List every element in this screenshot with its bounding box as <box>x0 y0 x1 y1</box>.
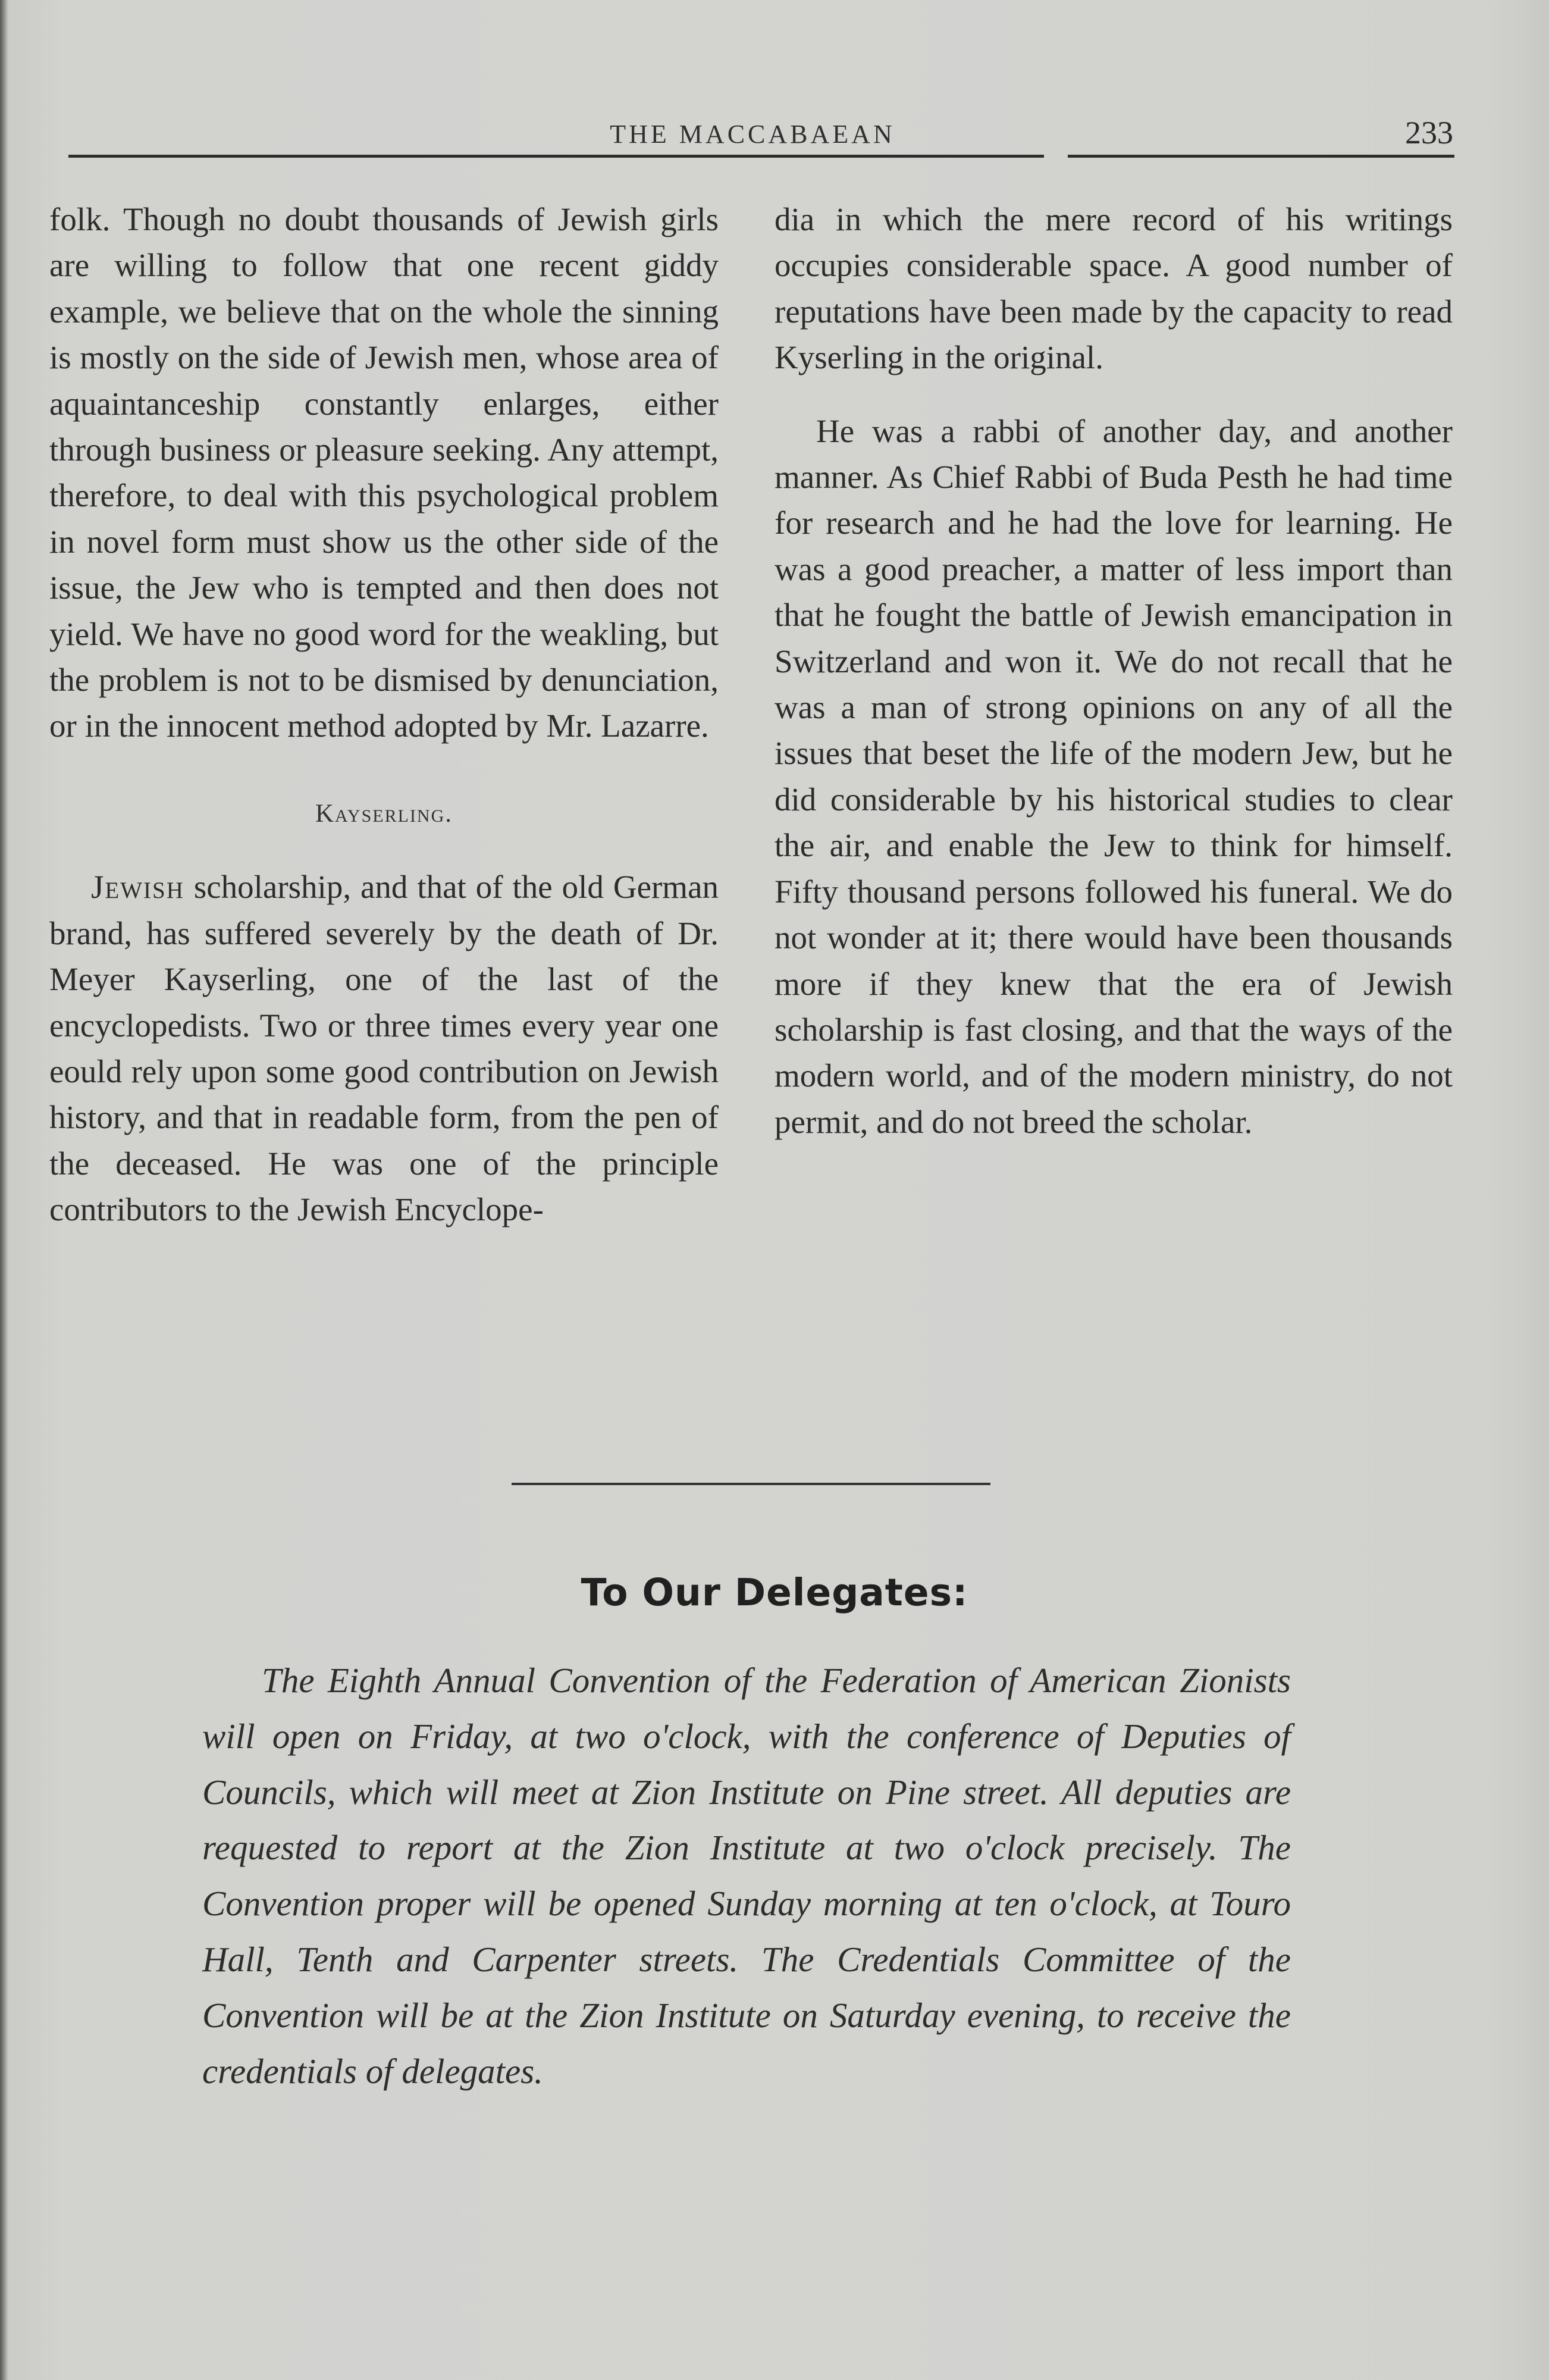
left-paragraph-2-text: scholarship, and that of the old German brand, has suffered severely by the death of Dr. Meyer Kayserling, one of the last of the encyclopedists. Two or three times every year one eould rely upon some good contribution on Jewish history, and that in readable form, from the pen of the deceased. He was one of the principle contributors to the Jewish Encyclope- <box>49 869 719 1228</box>
right-paragraph-1: dia in which the mere record of his writings occupies considerable space. A good number of reputations have been made by the capacity to read Kyserling in the original. <box>774 201 1453 376</box>
notice-title: To Our Delegates: <box>581 1571 968 1614</box>
header-rule-left <box>68 155 1044 158</box>
left-paragraph-1: folk. Though no doubt thousands of Jewish girls are willing to follow that one recent giddy example, we believe that on the whole the sinning is mostly on the side of Jewish men, whose area of aquaintanceship constantly enlarges, either through business or pleasure seeking. Any attempt, therefore, to deal with this psychological problem in novel form must show us the other side of the issue, the Jew who is tempted and then does not yield. We have no good word for the weakling, but the problem is not to be dismised by denunciation, or in the innocent method adopted by Mr. Lazarre. <box>49 201 719 744</box>
page-header <box>68 113 1454 161</box>
section-title-kayserling: Kayserling. <box>315 799 453 828</box>
header-rule-right <box>1068 155 1454 158</box>
notice-paragraph: The Eighth Annual Convention of the Federation of American Zionists will open on Friday, at two o'clock, with the conference of Deputies of Councils, which will meet at Zion Institute on Pine street. All deputies are requested to report at the Zion Institute at two o'clock precisely. The Convention proper will be opened Sunday morning at ten o'clock, at Touro Hall, Tenth and Carpenter streets. The Credentials Committee of the Convention will be at the Zion Institute on Saturday evening, to receive the credentials of delegates. <box>202 1661 1291 2091</box>
notice-body <box>202 1653 1291 2099</box>
paragraph-lead-word: Jewish <box>91 869 184 906</box>
left-column <box>49 196 719 1233</box>
page-number: 233 <box>1405 115 1453 151</box>
right-paragraph-2: He was a rabbi of another day, and another manner. As Chief Rabbi of Buda Pesth he had time for research and he had the love for learning. He was a good preacher, a matter of less import than that he fought the battle of Jewish emancipation in Switzerland and won it. We do not recall that he was a man of strong opinions on any of all the issues that beset the life of the modern Jew, but he did considerable by his historical studies to clear the air, and enable the Jew to think for himself. Fifty thousand persons followed his funeral. We do not wonder at it; there would have been thousands more if they knew that the era of Jewish scholarship is fast closing, and that the ways of the modern world, and of the modern ministry, do not permit, and do not breed the scholar. <box>774 412 1453 1140</box>
right-column <box>774 196 1453 1145</box>
section-divider <box>512 1483 990 1485</box>
binding-shadow <box>0 0 8 2380</box>
running-title: THE MACCABAEAN <box>610 120 895 149</box>
left-paragraph-2 <box>49 864 719 1232</box>
